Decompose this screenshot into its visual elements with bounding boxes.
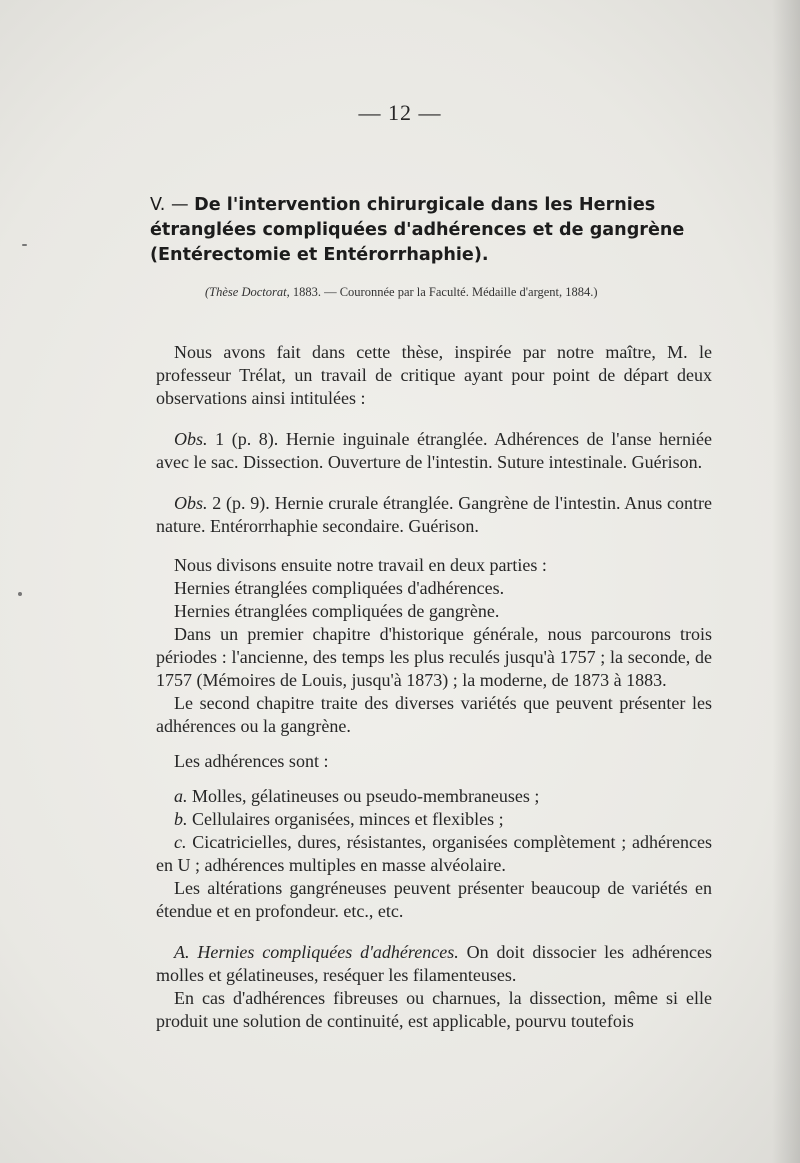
item-b-text: Cellulaires organisées, minces et flexibles ; — [187, 809, 504, 829]
scan-speck — [22, 244, 27, 246]
paragraph-adhesions-intro: Les adhérences sont : — [174, 751, 329, 771]
obs-2-label: Obs. — [174, 493, 208, 513]
gutter-shadow — [772, 0, 800, 1163]
paragraph-divide: Nous divisons ensuite notre travail en deux parties : — [174, 555, 547, 575]
obs-2-text: 2 (p. 9). Hernie crurale étranglée. Gangrène de l'intestin. Anus contre nature. Entérorrhaphie secondaire. Guérison. — [156, 493, 712, 536]
chapter-title-text: De l'intervention chirurgicale dans les Hernies étranglées compliquées d'adhérences et de gangrène (Entérectomie et Entérorrhaphie). — [150, 195, 685, 265]
item-a-text: Molles, gélatineuses ou pseudo-membraneuses ; — [187, 786, 540, 806]
part-1-item: Hernies étranglées compliquées d'adhérences. — [174, 578, 505, 598]
citation-rest: 1883. — Couronnée par la Faculté. Médaille d'argent, 1884.) — [289, 285, 598, 299]
item-a-label: a. — [174, 786, 188, 806]
paragraph-obs-1 — [156, 428, 712, 474]
item-c-text: Cicatricielles, dures, résistantes, organisées complètement ; adhérences en U ; adhérences multiples en masse alvéolaire. — [156, 832, 712, 875]
paragraph-gangrene: Les altérations gangréneuses peuvent présenter beaucoup de variétés en étendue et en profondeur. etc., etc. — [156, 878, 712, 921]
paragraph-intro: Nous avons fait dans cette thèse, inspirée par notre maître, M. le professeur Trélat, un travail de critique ayant pour point de départ deux observations ainsi intitulées : — [156, 342, 712, 408]
paragraph-section-a — [156, 941, 712, 987]
paragraph-history: Dans un premier chapitre d'historique générale, nous parcourons trois périodes : l'ancienne, des temps les plus reculés jusqu'à 1757 ; la seconde, de 1757 (Mémoires de Louis, jusqu'à 1873) ; la moderne, de 1873 à 1883. — [156, 624, 712, 690]
citation-line — [205, 285, 725, 300]
citation-italic: (Thèse Doctorat, — [205, 285, 290, 299]
paragraph-obs-2 — [156, 492, 712, 538]
chapter-roman: V. — — [150, 195, 195, 215]
chapter-title — [150, 193, 718, 268]
paragraph-fibrous: En cas d'adhérences fibreuses ou charnues, la dissection, même si elle produit une solution de continuité, est applicable, pourvu toutefois — [156, 988, 712, 1031]
adhesion-item-b — [156, 808, 712, 831]
section-a-text: On doit dissocier les adhérences molles et gélatineuses, reséquer les filamenteuses. — [156, 942, 712, 985]
body-text — [156, 341, 712, 1033]
obs-1-label: Obs. — [174, 429, 208, 449]
adhesion-item-c — [156, 831, 712, 877]
part-2-item: Hernies étranglées compliquées de gangrène. — [174, 601, 500, 621]
obs-1-text: 1 (p. 8). Hernie inguinale étranglée. Adhérences de l'anse herniée avec le sac. Dissection. Ouverture de l'intestin. Suture intestinale. Guérison. — [156, 429, 712, 472]
adhesion-item-a — [156, 785, 712, 808]
page-number: — 12 — — [358, 100, 442, 125]
scan-speck — [18, 592, 22, 596]
paragraph-second-chapter: Le second chapitre traite des diverses variétés que peuvent présenter les adhérences ou la gangrène. — [156, 693, 712, 736]
item-b-label: b. — [174, 809, 188, 829]
item-c-label: c. — [174, 832, 187, 852]
section-a-heading: A. Hernies compliquées d'adhérences. — [174, 942, 459, 962]
